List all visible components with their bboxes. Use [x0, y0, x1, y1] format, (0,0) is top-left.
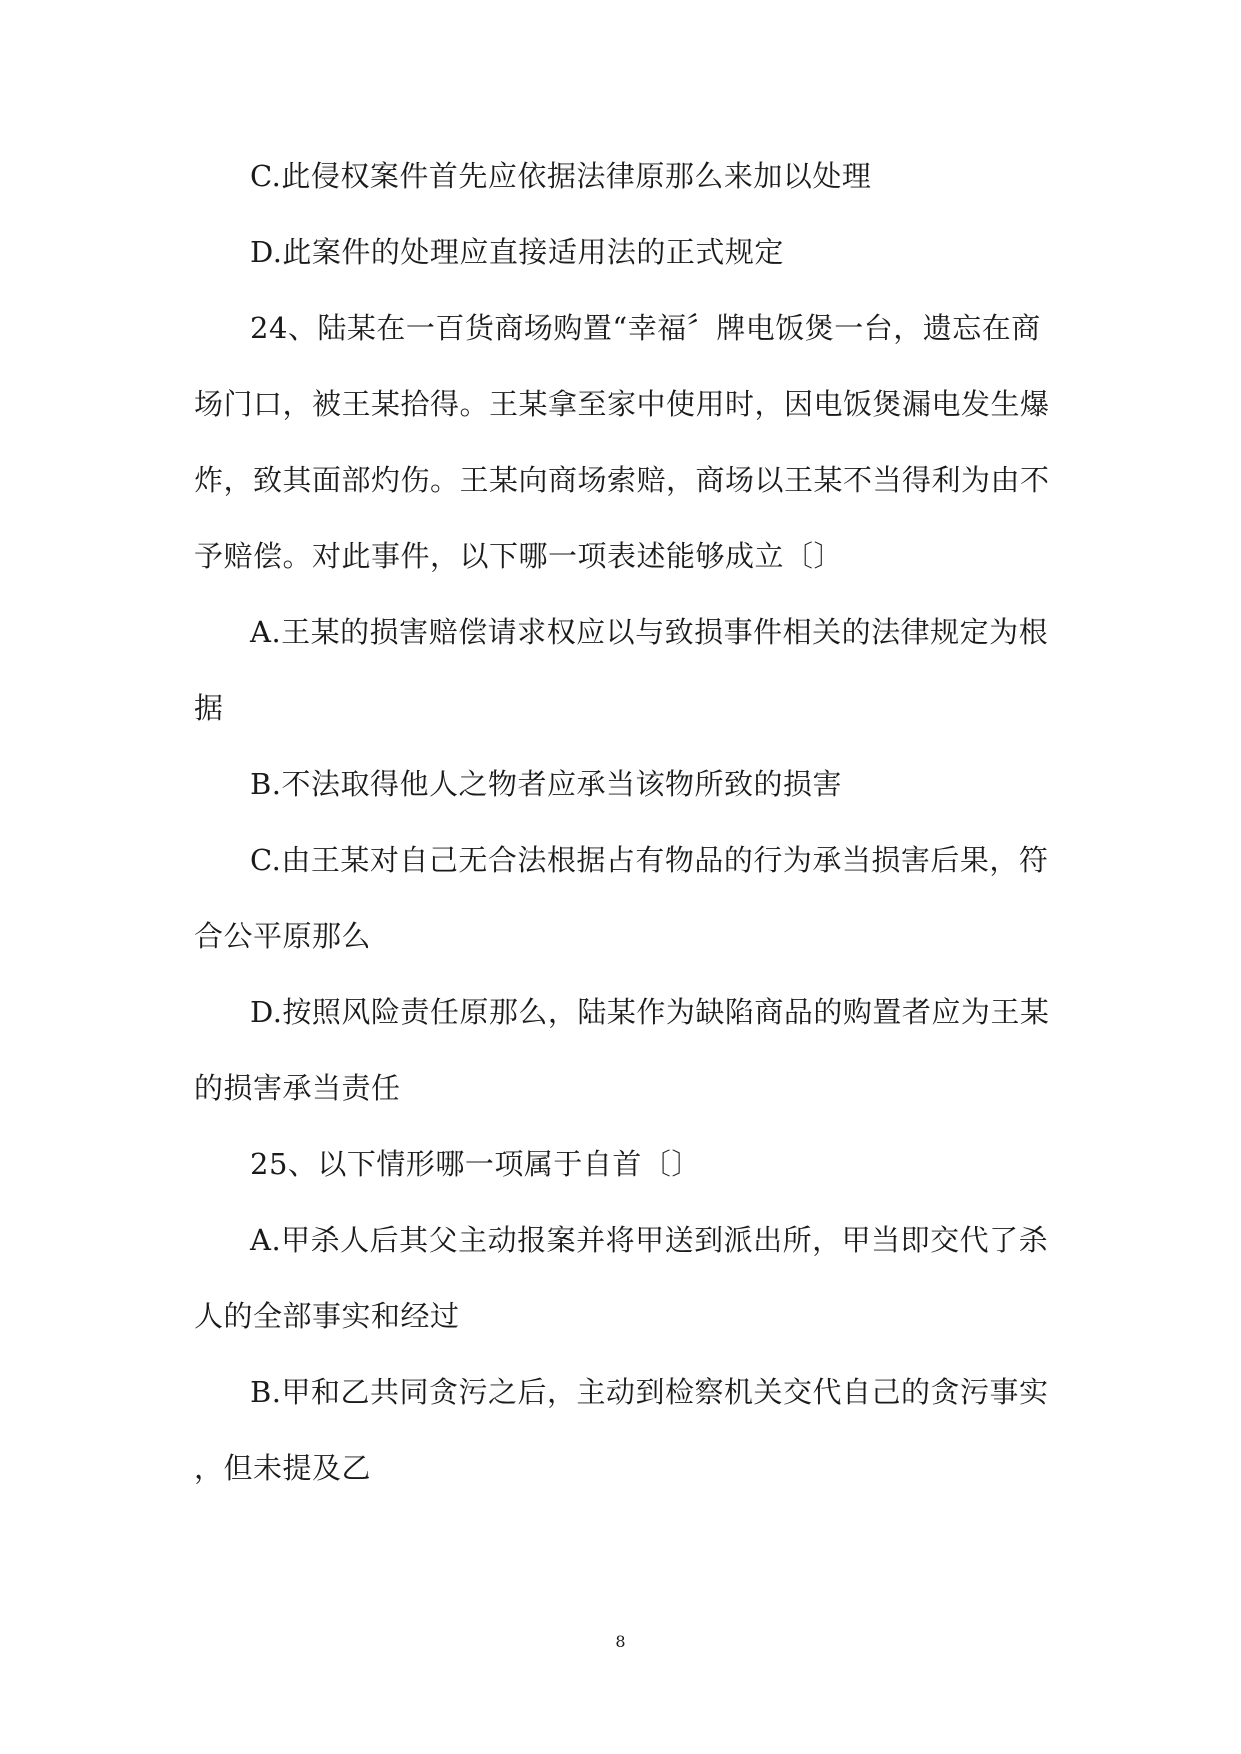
option-b-q25-line-1: B.甲和乙共同贪污之后，主动到检察机关交代自己的贪污事实 [250, 1375, 1049, 1409]
question-25: 25、以下情形哪一项属于自首〔〕 [250, 1147, 701, 1181]
option-c-q23: C.此侵权案件首先应依据法律原那么来加以处理 [250, 159, 872, 193]
option-a-q25-line-1: A.甲杀人后其父主动报案并将甲送到派出所，甲当即交代了杀 [250, 1223, 1049, 1257]
option-a-q24-line-2: 据 [194, 691, 224, 725]
option-a-q25-line-2: 人的全部事实和经过 [194, 1299, 460, 1333]
question-24-line-3: 炸，致其面部灼伤。王某向商场索赔，商场以王某不当得利为由不 [194, 463, 1050, 497]
option-d-q24-line-1: D.按照风险责任原那么，陆某作为缺陷商品的购置者应为王某 [250, 995, 1050, 1029]
option-b-q24: B.不法取得他人之物者应承当该物所致的损害 [250, 767, 843, 801]
option-b-q25-line-2: ，但未提及乙 [194, 1451, 372, 1485]
option-c-q24-line-2: 合公平原那么 [194, 919, 372, 953]
question-24-line-2: 场门口，被王某拾得。王某拿至家中使用时，因电饭煲漏电发生爆 [194, 387, 1050, 421]
question-24-line-1: 24、陆某在一百货商场购置“幸福〞牌电饭煲一台，遗忘在商 [250, 311, 1041, 345]
option-c-q24-line-1: C.由王某对自己无合法根据占有物品的行为承当损害后果，符 [250, 843, 1049, 877]
option-a-q24-line-1: A.王某的损害赔偿请求权应以与致损事件相关的法律规定为根 [250, 615, 1049, 649]
page-number: 8 [615, 1632, 626, 1651]
option-d-q24-line-2: 的损害承当责任 [194, 1071, 401, 1105]
option-d-q23: D.此案件的处理应直接适用法的正式规定 [250, 235, 784, 269]
question-24-line-4: 予赔偿。对此事件，以下哪一项表述能够成立〔〕 [194, 539, 844, 573]
